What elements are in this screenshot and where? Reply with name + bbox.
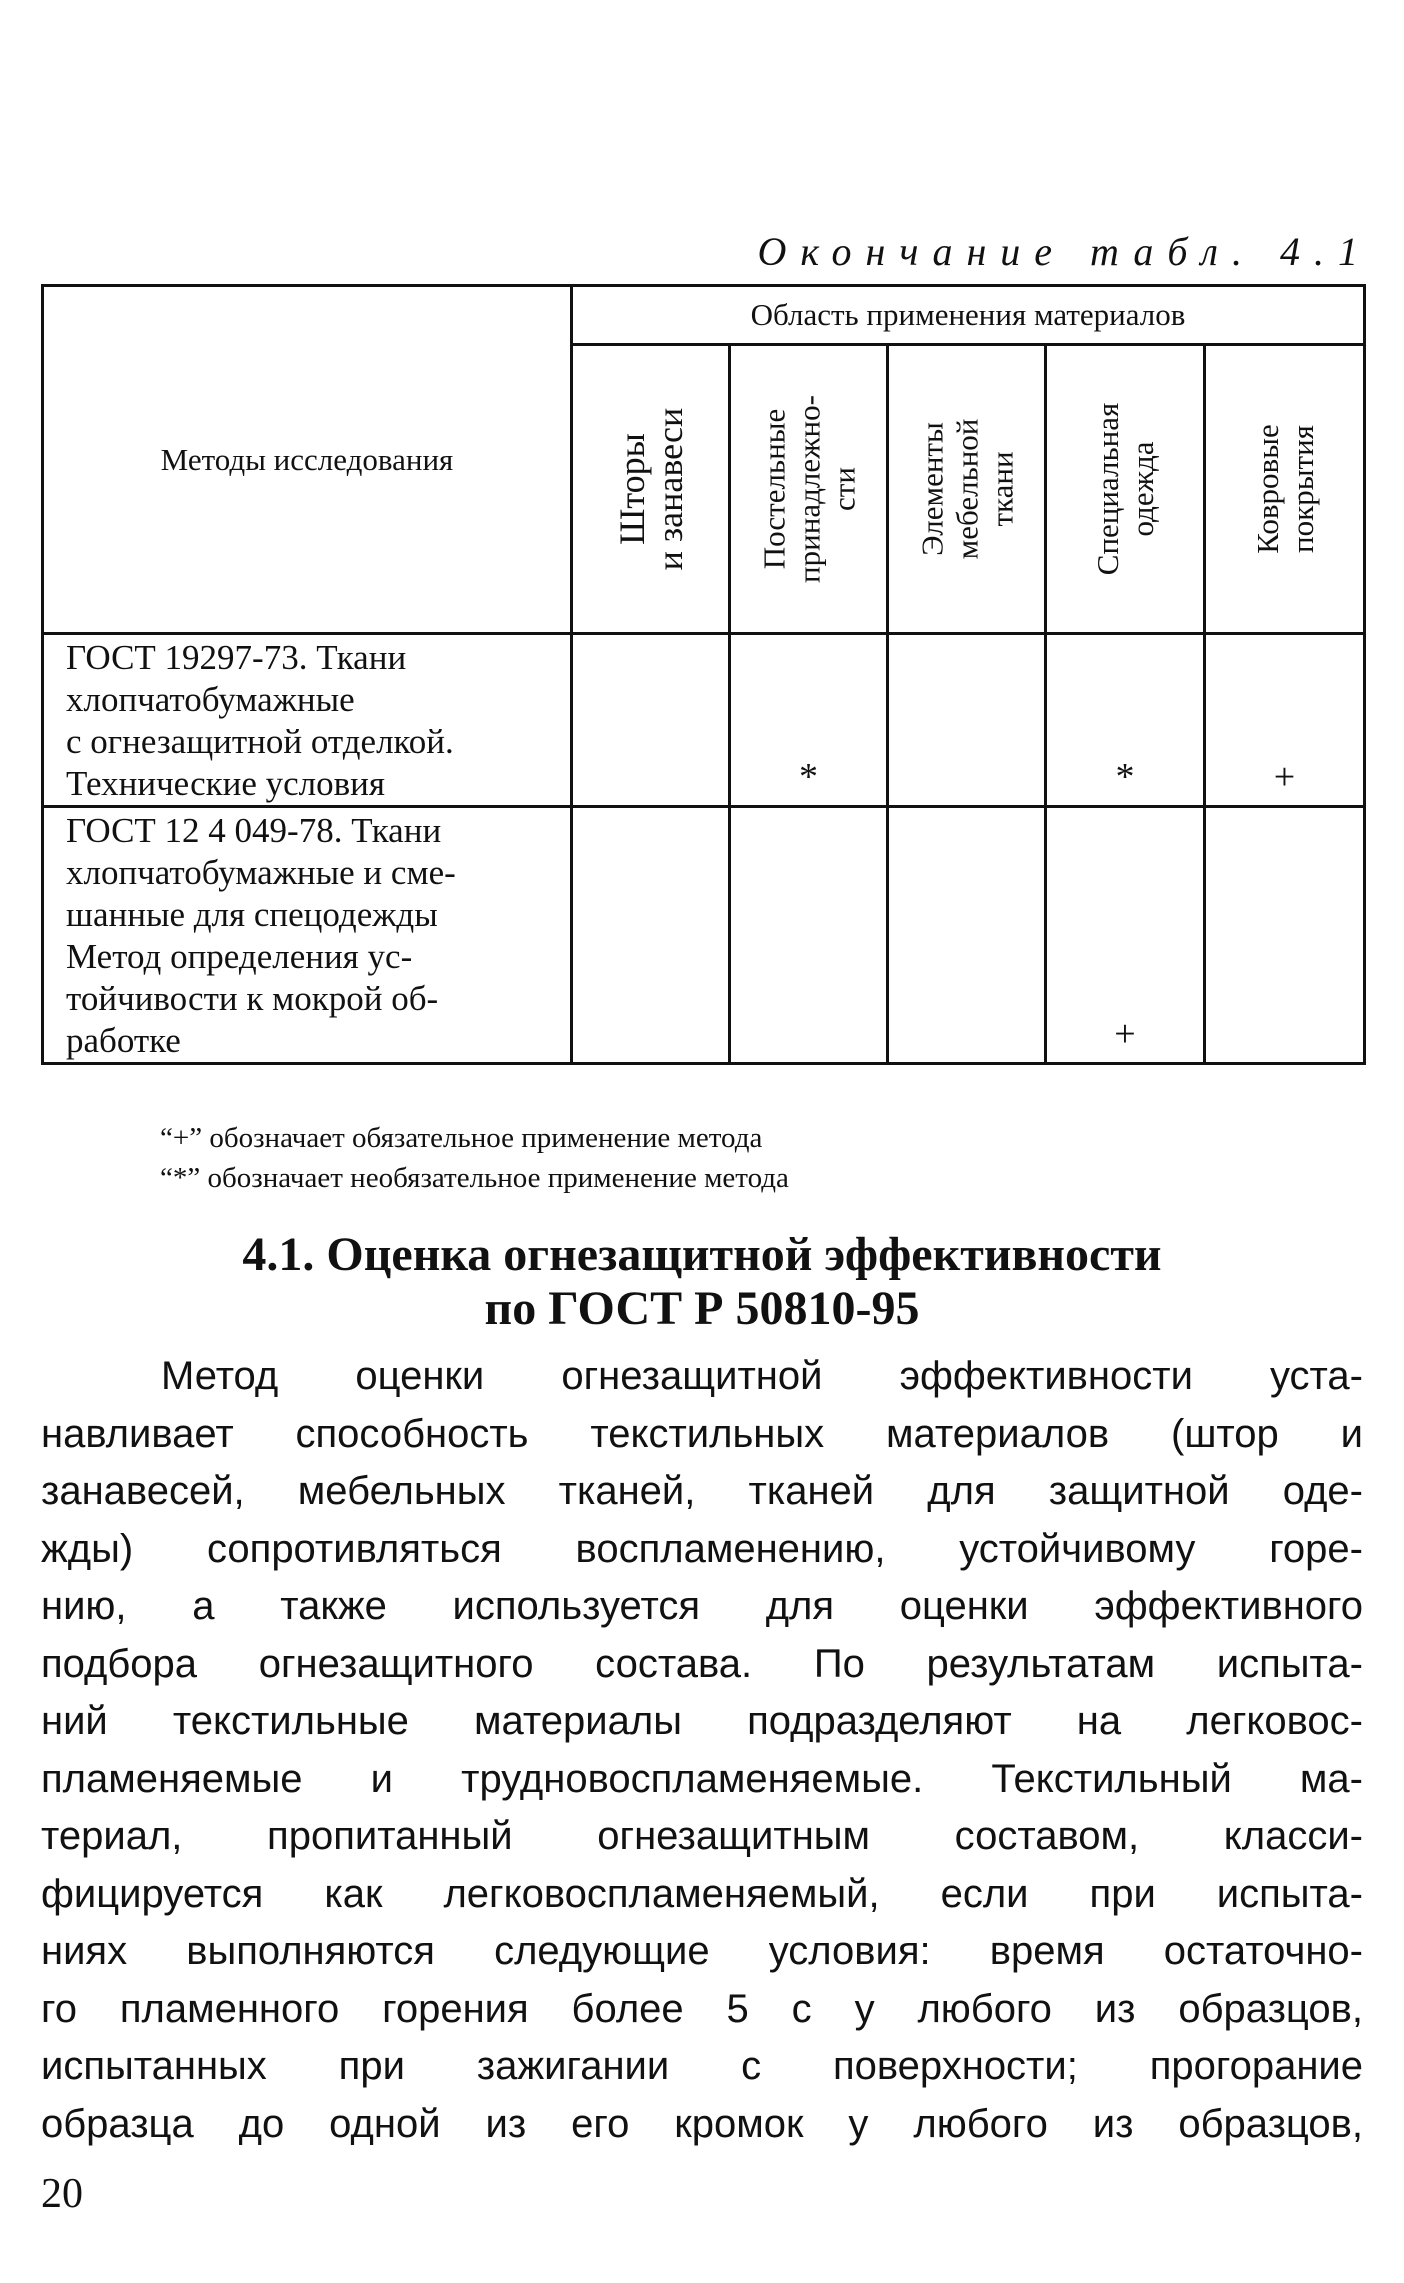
column-header-line: Шторы bbox=[611, 433, 652, 545]
column-header-line: и занавеси bbox=[649, 407, 690, 571]
column-header-line: мебельной bbox=[949, 418, 984, 560]
column-header-text bbox=[1250, 424, 1320, 554]
column-header-line: покрытия bbox=[1284, 425, 1320, 553]
mark-cell bbox=[730, 807, 888, 1064]
mark-cell bbox=[1205, 807, 1365, 1064]
column-header-line: Постельные bbox=[756, 408, 791, 570]
body-line: навливает способность текстильных материалов (штор и bbox=[41, 1411, 1363, 1456]
body-line: подбора огнезащитного состава. По результатам испыта- bbox=[41, 1641, 1363, 1686]
section-heading-line: по ГОСТ Р 50810-95 bbox=[484, 1282, 920, 1335]
method-line: Технические условия bbox=[66, 764, 385, 803]
column-header-text bbox=[1090, 403, 1160, 575]
note-optional: “*” обозначает необязательное применение метода bbox=[160, 1162, 789, 1194]
method-line: ГОСТ 19297-73. Ткани bbox=[66, 638, 407, 677]
mark-cell: + bbox=[1205, 634, 1365, 807]
methods-header: Методы исследования bbox=[43, 286, 572, 634]
method-line: тойчивости к мокрой об- bbox=[66, 979, 439, 1018]
method-line: шанные для спецодежды bbox=[66, 895, 438, 934]
body-line: териал, пропитанный огнезащитным составом, класси- bbox=[41, 1814, 1363, 1858]
method-line: ГОСТ 12 4 049-78. Ткани bbox=[66, 811, 442, 850]
body-line: Метод оценки огнезащитной эффективности уста- bbox=[161, 1354, 1363, 1398]
method-line: Метод определения ус- bbox=[66, 937, 413, 976]
table-notes bbox=[160, 1118, 789, 1198]
mark-cell: * bbox=[1046, 634, 1205, 807]
column-header-text bbox=[756, 395, 861, 583]
column-header bbox=[730, 345, 888, 634]
column-header-line: Ковровые bbox=[1249, 424, 1285, 554]
method-line: хлопчатобумажные и сме- bbox=[66, 853, 456, 892]
table-row bbox=[43, 807, 1365, 1064]
area-header: Область применения материалов bbox=[572, 286, 1365, 345]
body-line: го пламенного горения более 5 с у любого из образцов, bbox=[41, 1986, 1363, 2031]
method-line: с огнезащитной отделкой. bbox=[66, 722, 454, 761]
mark-cell bbox=[572, 807, 730, 1064]
column-header bbox=[888, 345, 1046, 634]
column-header bbox=[1046, 345, 1205, 634]
methods-table bbox=[41, 284, 1366, 1065]
note-mandatory: “+” обозначает обязательное применение метода bbox=[160, 1122, 763, 1154]
column-header-text bbox=[914, 419, 1019, 560]
page-number: 20 bbox=[41, 2171, 83, 2217]
body-line: образца до одной из его кромок у любого из образцов, bbox=[41, 2101, 1363, 2146]
body-line: пламеняемые и трудновоспламеняемые. Текстильный ма- bbox=[41, 1756, 1363, 1801]
column-header-line: Элементы bbox=[914, 422, 949, 556]
body-paragraph bbox=[41, 1348, 1363, 2153]
section-heading-line: 4.1. Оценка огнезащитной эффективности bbox=[242, 1228, 1162, 1281]
mark-cell bbox=[888, 807, 1046, 1064]
column-header bbox=[572, 345, 730, 634]
body-line: жды) сопротивляться воспламенению, устойчивому горе- bbox=[41, 1526, 1363, 1571]
column-header-line: одежда bbox=[1125, 441, 1160, 537]
body-line: ний текстильные материалы подразделяют на легковос- bbox=[41, 1699, 1363, 1743]
column-header-line: ткани bbox=[984, 451, 1019, 527]
table-row bbox=[43, 634, 1365, 807]
section-heading bbox=[0, 1228, 1404, 1336]
mark-cell bbox=[888, 634, 1046, 807]
method-cell bbox=[43, 807, 572, 1064]
method-line: работке bbox=[66, 1021, 181, 1060]
body-line: занавесей, мебельных тканей, тканей для защитной оде- bbox=[41, 1469, 1363, 1513]
method-line: хлопчатобумажные bbox=[66, 680, 355, 719]
method-cell bbox=[43, 634, 572, 807]
column-header-text bbox=[613, 408, 689, 571]
mark-cell: + bbox=[1046, 807, 1205, 1064]
column-header-line: сти bbox=[826, 467, 861, 511]
column-header-line: принадлежно- bbox=[791, 395, 826, 583]
mark-cell bbox=[572, 634, 730, 807]
body-line: ниях выполняются следующие условия: время остаточно- bbox=[41, 1929, 1363, 1973]
body-line: нию, а также используется для оценки эффективного bbox=[41, 1584, 1363, 1628]
body-line: испытанных при зажигании с поверхности; прогорание bbox=[41, 2044, 1363, 2088]
column-header bbox=[1205, 345, 1365, 634]
body-line: фицируется как легковоспламеняемый, если при испыта- bbox=[41, 1871, 1363, 1916]
column-header-line: Специальная bbox=[1090, 402, 1125, 576]
mark-cell: * bbox=[730, 634, 888, 807]
table-caption: Окончание табл. 4.1 bbox=[757, 229, 1372, 274]
